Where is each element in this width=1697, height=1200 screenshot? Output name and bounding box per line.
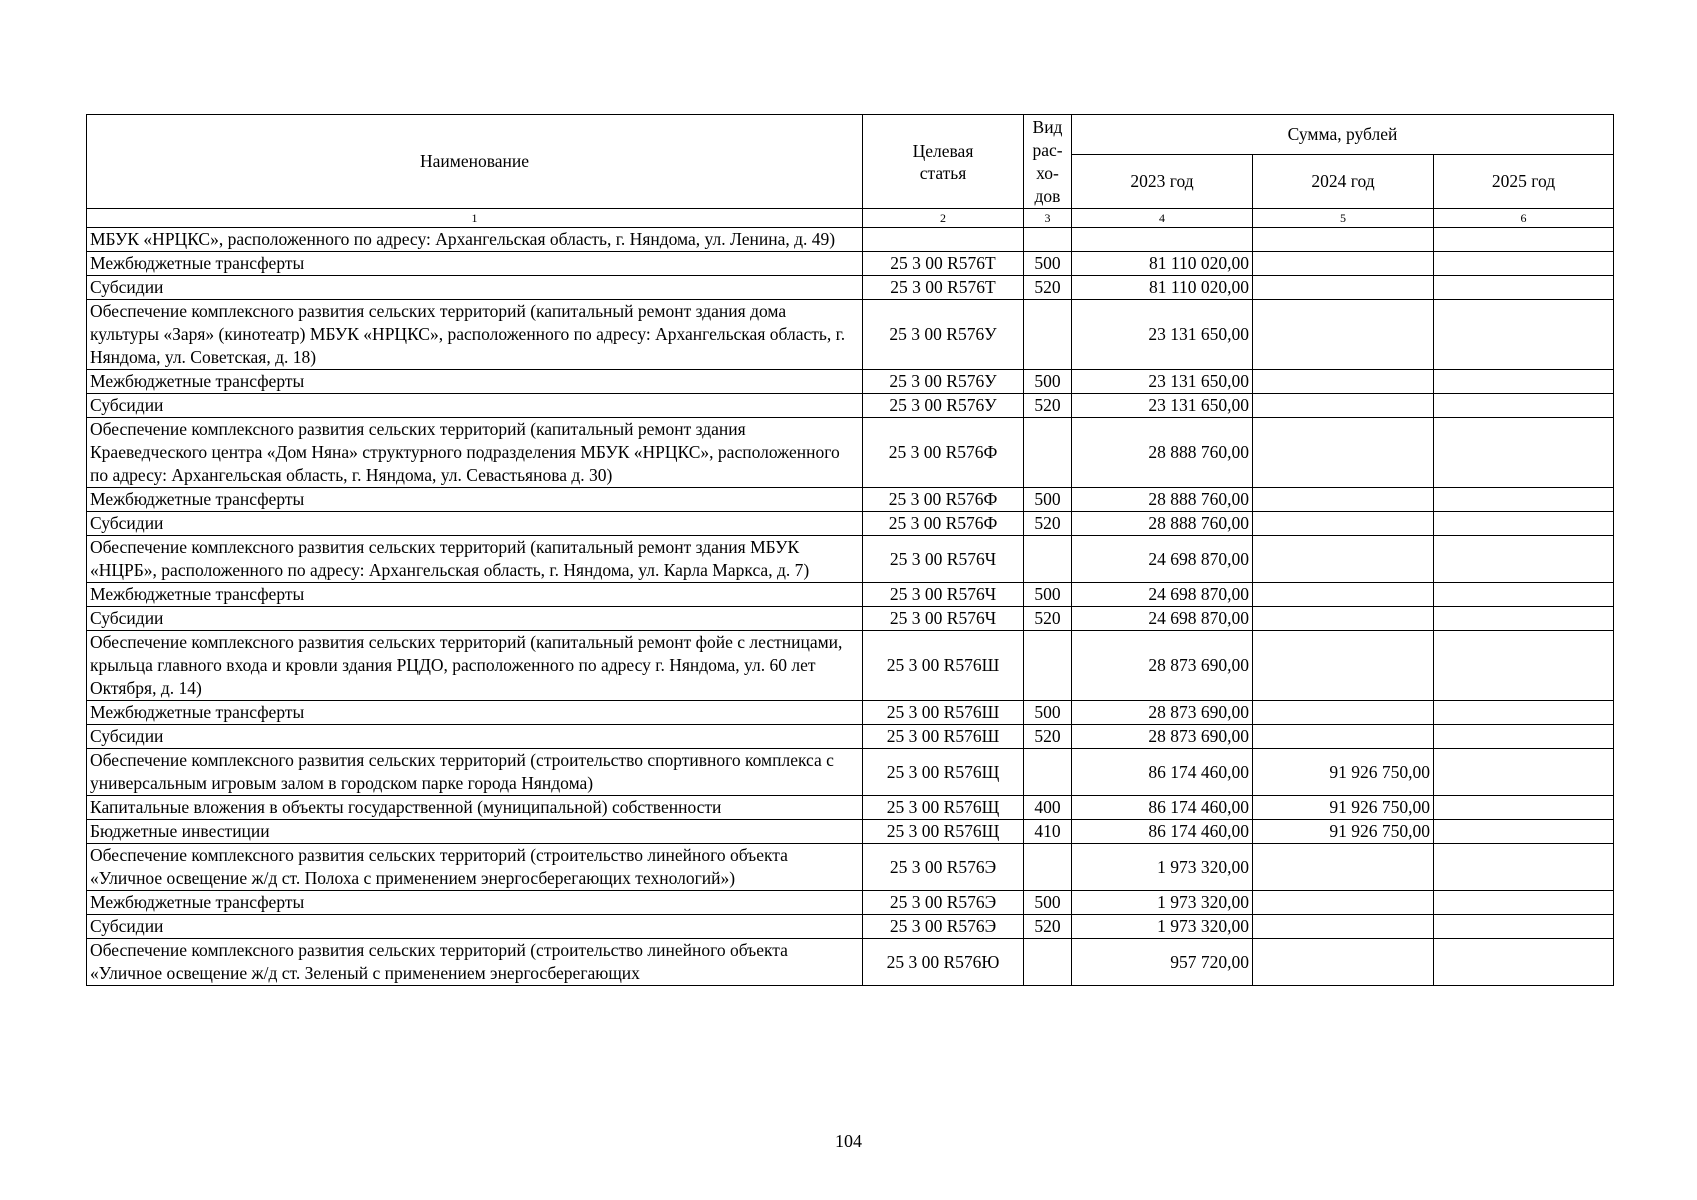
amount-2023-cell: 28 888 760,00: [1072, 488, 1253, 512]
row-name-cell: Обеспечение комплексного развития сельских территорий (строительство линейного объекта «Уличное освещение ж/д ст. Полоха с применением энергосберегающих технологий»): [87, 844, 863, 891]
amount-2024-cell: [1253, 370, 1434, 394]
table-row: [87, 300, 1614, 370]
expense-type-cell: [1024, 228, 1072, 252]
amount-2025-cell: [1434, 939, 1614, 986]
target-article-cell: 25 3 00 R576Э: [863, 915, 1024, 939]
row-name-cell: Обеспечение комплексного развития сельских территорий (капитальный ремонт здания дома культуры «Заря» (кинотеатр) МБУК «НРЦКС», расположенного по адресу: Архангельская область, г. Няндома, ул. Советская, д. 18): [87, 300, 863, 370]
expense-type-cell: 500: [1024, 488, 1072, 512]
target-article-cell: [863, 228, 1024, 252]
amount-2025-cell: [1434, 844, 1614, 891]
amount-2023-cell: 28 873 690,00: [1072, 631, 1253, 701]
header-type-line: Вид: [1032, 116, 1063, 137]
amount-2023-cell: [1072, 228, 1253, 252]
amount-2025-cell: [1434, 749, 1614, 796]
column-number-row: [87, 209, 1614, 228]
header-year-2024: 2024 год: [1253, 155, 1434, 209]
row-name-cell: Субсидии: [87, 276, 863, 300]
expense-type-cell: 520: [1024, 276, 1072, 300]
target-article-cell: 25 3 00 R576Ю: [863, 939, 1024, 986]
target-article-cell: 25 3 00 R576Т: [863, 276, 1024, 300]
table-row: [87, 418, 1614, 488]
target-article-cell: 25 3 00 R576Ф: [863, 512, 1024, 536]
table-row: [87, 891, 1614, 915]
table-row: [87, 394, 1614, 418]
target-article-cell: 25 3 00 R576Ш: [863, 701, 1024, 725]
amount-2025-cell: [1434, 370, 1614, 394]
header-target-article-text: Целевая статья: [912, 140, 974, 183]
expense-type-cell: 500: [1024, 891, 1072, 915]
header-year-2023: 2023 год: [1072, 155, 1253, 209]
row-name-cell: Капитальные вложения в объекты государственной (муниципальной) собственности: [87, 796, 863, 820]
amount-2024-cell: [1253, 725, 1434, 749]
amount-2024-cell: [1253, 512, 1434, 536]
target-article-cell: 25 3 00 R576Ч: [863, 607, 1024, 631]
expense-type-cell: [1024, 939, 1072, 986]
amount-2024-cell: [1253, 939, 1434, 986]
header-type-line: хо-: [1036, 162, 1059, 183]
amount-2023-cell: 86 174 460,00: [1072, 796, 1253, 820]
amount-2023-cell: 23 131 650,00: [1072, 394, 1253, 418]
table-row: [87, 512, 1614, 536]
amount-2023-cell: 86 174 460,00: [1072, 820, 1253, 844]
amount-2025-cell: [1434, 512, 1614, 536]
amount-2024-cell: 91 926 750,00: [1253, 820, 1434, 844]
amount-2025-cell: [1434, 536, 1614, 583]
amount-2023-cell: 23 131 650,00: [1072, 300, 1253, 370]
table-row: [87, 820, 1614, 844]
expense-type-cell: [1024, 631, 1072, 701]
amount-2024-cell: [1253, 701, 1434, 725]
row-name-cell: Обеспечение комплексного развития сельских территорий (строительство линейного объекта «Уличное освещение ж/д ст. Зеленый с применением энергосберегающих: [87, 939, 863, 986]
row-name-cell: Бюджетные инвестиции: [87, 820, 863, 844]
amount-2024-cell: [1253, 891, 1434, 915]
row-name-cell: Межбюджетные трансферты: [87, 583, 863, 607]
expense-type-cell: 500: [1024, 252, 1072, 276]
amount-2024-cell: [1253, 252, 1434, 276]
amount-2024-cell: [1253, 583, 1434, 607]
amount-2025-cell: [1434, 915, 1614, 939]
amount-2023-cell: 28 888 760,00: [1072, 418, 1253, 488]
table-row: [87, 607, 1614, 631]
expense-type-cell: 400: [1024, 796, 1072, 820]
expense-type-cell: 520: [1024, 607, 1072, 631]
expense-type-cell: [1024, 749, 1072, 796]
amount-2025-cell: [1434, 631, 1614, 701]
amount-2024-cell: [1253, 631, 1434, 701]
amount-2024-cell: [1253, 276, 1434, 300]
amount-2023-cell: 81 110 020,00: [1072, 276, 1253, 300]
amount-2024-cell: [1253, 418, 1434, 488]
row-name-cell: Субсидии: [87, 512, 863, 536]
column-number: 5: [1253, 209, 1434, 228]
amount-2025-cell: [1434, 252, 1614, 276]
target-article-cell: 25 3 00 R576Щ: [863, 796, 1024, 820]
table-body: [87, 228, 1614, 986]
table-row: [87, 631, 1614, 701]
amount-2023-cell: 24 698 870,00: [1072, 583, 1253, 607]
amount-2024-cell: [1253, 228, 1434, 252]
row-name-cell: Обеспечение комплексного развития сельских территорий (капитальный ремонт фойе с лестницами, крыльца главного входа и кровли здания РЦДО, расположенного по адресу г. Няндома, ул. 60 лет Октября, д. 14): [87, 631, 863, 701]
header-type-line: дов: [1034, 185, 1061, 206]
expense-type-cell: 520: [1024, 725, 1072, 749]
target-article-cell: 25 3 00 R576Щ: [863, 749, 1024, 796]
row-name-cell: Межбюджетные трансферты: [87, 701, 863, 725]
table-row: [87, 701, 1614, 725]
table-row: [87, 796, 1614, 820]
amount-2025-cell: [1434, 607, 1614, 631]
expense-type-cell: [1024, 300, 1072, 370]
amount-2025-cell: [1434, 725, 1614, 749]
table-row: [87, 915, 1614, 939]
header-name: Наименование: [87, 115, 863, 209]
amount-2024-cell: [1253, 394, 1434, 418]
amount-2025-cell: [1434, 820, 1614, 844]
amount-2023-cell: 1 973 320,00: [1072, 891, 1253, 915]
target-article-cell: 25 3 00 R576Э: [863, 844, 1024, 891]
amount-2023-cell: 28 888 760,00: [1072, 512, 1253, 536]
amount-2024-cell: [1253, 300, 1434, 370]
target-article-cell: 25 3 00 R576У: [863, 394, 1024, 418]
amount-2023-cell: 957 720,00: [1072, 939, 1253, 986]
amount-2025-cell: [1434, 891, 1614, 915]
expense-type-cell: 410: [1024, 820, 1072, 844]
row-name-cell: Субсидии: [87, 394, 863, 418]
row-name-cell: Субсидии: [87, 725, 863, 749]
header-type-line: рас-: [1032, 139, 1063, 160]
expense-type-cell: 520: [1024, 394, 1072, 418]
target-article-cell: 25 3 00 R576Ч: [863, 536, 1024, 583]
target-article-cell: 25 3 00 R576Ф: [863, 488, 1024, 512]
target-article-cell: 25 3 00 R576Щ: [863, 820, 1024, 844]
row-name-cell: Межбюджетные трансферты: [87, 891, 863, 915]
amount-2025-cell: [1434, 488, 1614, 512]
row-name-cell: Субсидии: [87, 607, 863, 631]
row-name-cell: Субсидии: [87, 915, 863, 939]
column-number: 4: [1072, 209, 1253, 228]
amount-2023-cell: 24 698 870,00: [1072, 536, 1253, 583]
table-row: [87, 725, 1614, 749]
target-article-cell: 25 3 00 R576Э: [863, 891, 1024, 915]
row-name-cell: Межбюджетные трансферты: [87, 252, 863, 276]
amount-2023-cell: 81 110 020,00: [1072, 252, 1253, 276]
row-name-cell: МБУК «НРЦКС», расположенного по адресу: Архангельская область, г. Няндома, ул. Ленина, д. 49): [87, 228, 863, 252]
expense-type-cell: 520: [1024, 915, 1072, 939]
row-name-cell: Обеспечение комплексного развития сельских территорий (капитальный ремонт здания МБУК «НЦРБ», расположенного по адресу: Архангельская область, г. Няндома, ул. Карла Маркса, д. 7): [87, 536, 863, 583]
amount-2024-cell: [1253, 488, 1434, 512]
target-article-cell: 25 3 00 R576Ш: [863, 725, 1024, 749]
column-number: 2: [863, 209, 1024, 228]
amount-2023-cell: 86 174 460,00: [1072, 749, 1253, 796]
table-row: [87, 583, 1614, 607]
amount-2024-cell: [1253, 915, 1434, 939]
target-article-cell: 25 3 00 R576Т: [863, 252, 1024, 276]
amount-2023-cell: 24 698 870,00: [1072, 607, 1253, 631]
table-row: [87, 749, 1614, 796]
table-row: [87, 228, 1614, 252]
amount-2023-cell: 23 131 650,00: [1072, 370, 1253, 394]
amount-2025-cell: [1434, 276, 1614, 300]
row-name-cell: Обеспечение комплексного развития сельских территорий (капитальный ремонт здания Краеведческого центра «Дом Няна» структурного подразделения МБУК «НРЦКС», расположенного по адресу: Архангельская область, г. Няндома, ул. Севастьянова д. 30): [87, 418, 863, 488]
amount-2023-cell: 1 973 320,00: [1072, 915, 1253, 939]
table-row: [87, 252, 1614, 276]
expense-type-cell: 500: [1024, 370, 1072, 394]
table-row: [87, 276, 1614, 300]
table-row: [87, 844, 1614, 891]
target-article-cell: 25 3 00 R576У: [863, 300, 1024, 370]
table-row: [87, 488, 1614, 512]
amount-2024-cell: [1253, 844, 1434, 891]
header-year-2025: 2025 год: [1434, 155, 1614, 209]
header-expense-type: [1024, 115, 1072, 209]
amount-2024-cell: 91 926 750,00: [1253, 749, 1434, 796]
expense-type-cell: 520: [1024, 512, 1072, 536]
column-number: 3: [1024, 209, 1072, 228]
amount-2024-cell: [1253, 536, 1434, 583]
target-article-cell: 25 3 00 R576Ч: [863, 583, 1024, 607]
row-name-cell: Межбюджетные трансферты: [87, 488, 863, 512]
expense-type-cell: 500: [1024, 701, 1072, 725]
amount-2023-cell: 1 973 320,00: [1072, 844, 1253, 891]
expense-type-cell: [1024, 418, 1072, 488]
amount-2025-cell: [1434, 583, 1614, 607]
amount-2024-cell: 91 926 750,00: [1253, 796, 1434, 820]
page-number: 104: [835, 1131, 862, 1151]
expense-type-cell: [1024, 536, 1072, 583]
budget-table: [86, 114, 1614, 986]
amount-2025-cell: [1434, 796, 1614, 820]
amount-2025-cell: [1434, 701, 1614, 725]
column-number: 6: [1434, 209, 1614, 228]
column-number: 1: [87, 209, 863, 228]
table-row: [87, 370, 1614, 394]
header-target-article: [863, 115, 1024, 209]
expense-type-cell: [1024, 844, 1072, 891]
amount-2023-cell: 28 873 690,00: [1072, 725, 1253, 749]
amount-2023-cell: 28 873 690,00: [1072, 701, 1253, 725]
amount-2025-cell: [1434, 300, 1614, 370]
amount-2025-cell: [1434, 394, 1614, 418]
amount-2025-cell: [1434, 418, 1614, 488]
amount-2024-cell: [1253, 607, 1434, 631]
target-article-cell: 25 3 00 R576Ш: [863, 631, 1024, 701]
header-sum: Сумма, рублей: [1072, 115, 1614, 155]
row-name-cell: Обеспечение комплексного развития сельских территорий (строительство спортивного комплекса с универсальным игровым залом в городском парке города Няндома): [87, 749, 863, 796]
expense-type-cell: 500: [1024, 583, 1072, 607]
table-row: [87, 939, 1614, 986]
amount-2025-cell: [1434, 228, 1614, 252]
table-row: [87, 536, 1614, 583]
target-article-cell: 25 3 00 R576У: [863, 370, 1024, 394]
row-name-cell: Межбюджетные трансферты: [87, 370, 863, 394]
target-article-cell: 25 3 00 R576Ф: [863, 418, 1024, 488]
